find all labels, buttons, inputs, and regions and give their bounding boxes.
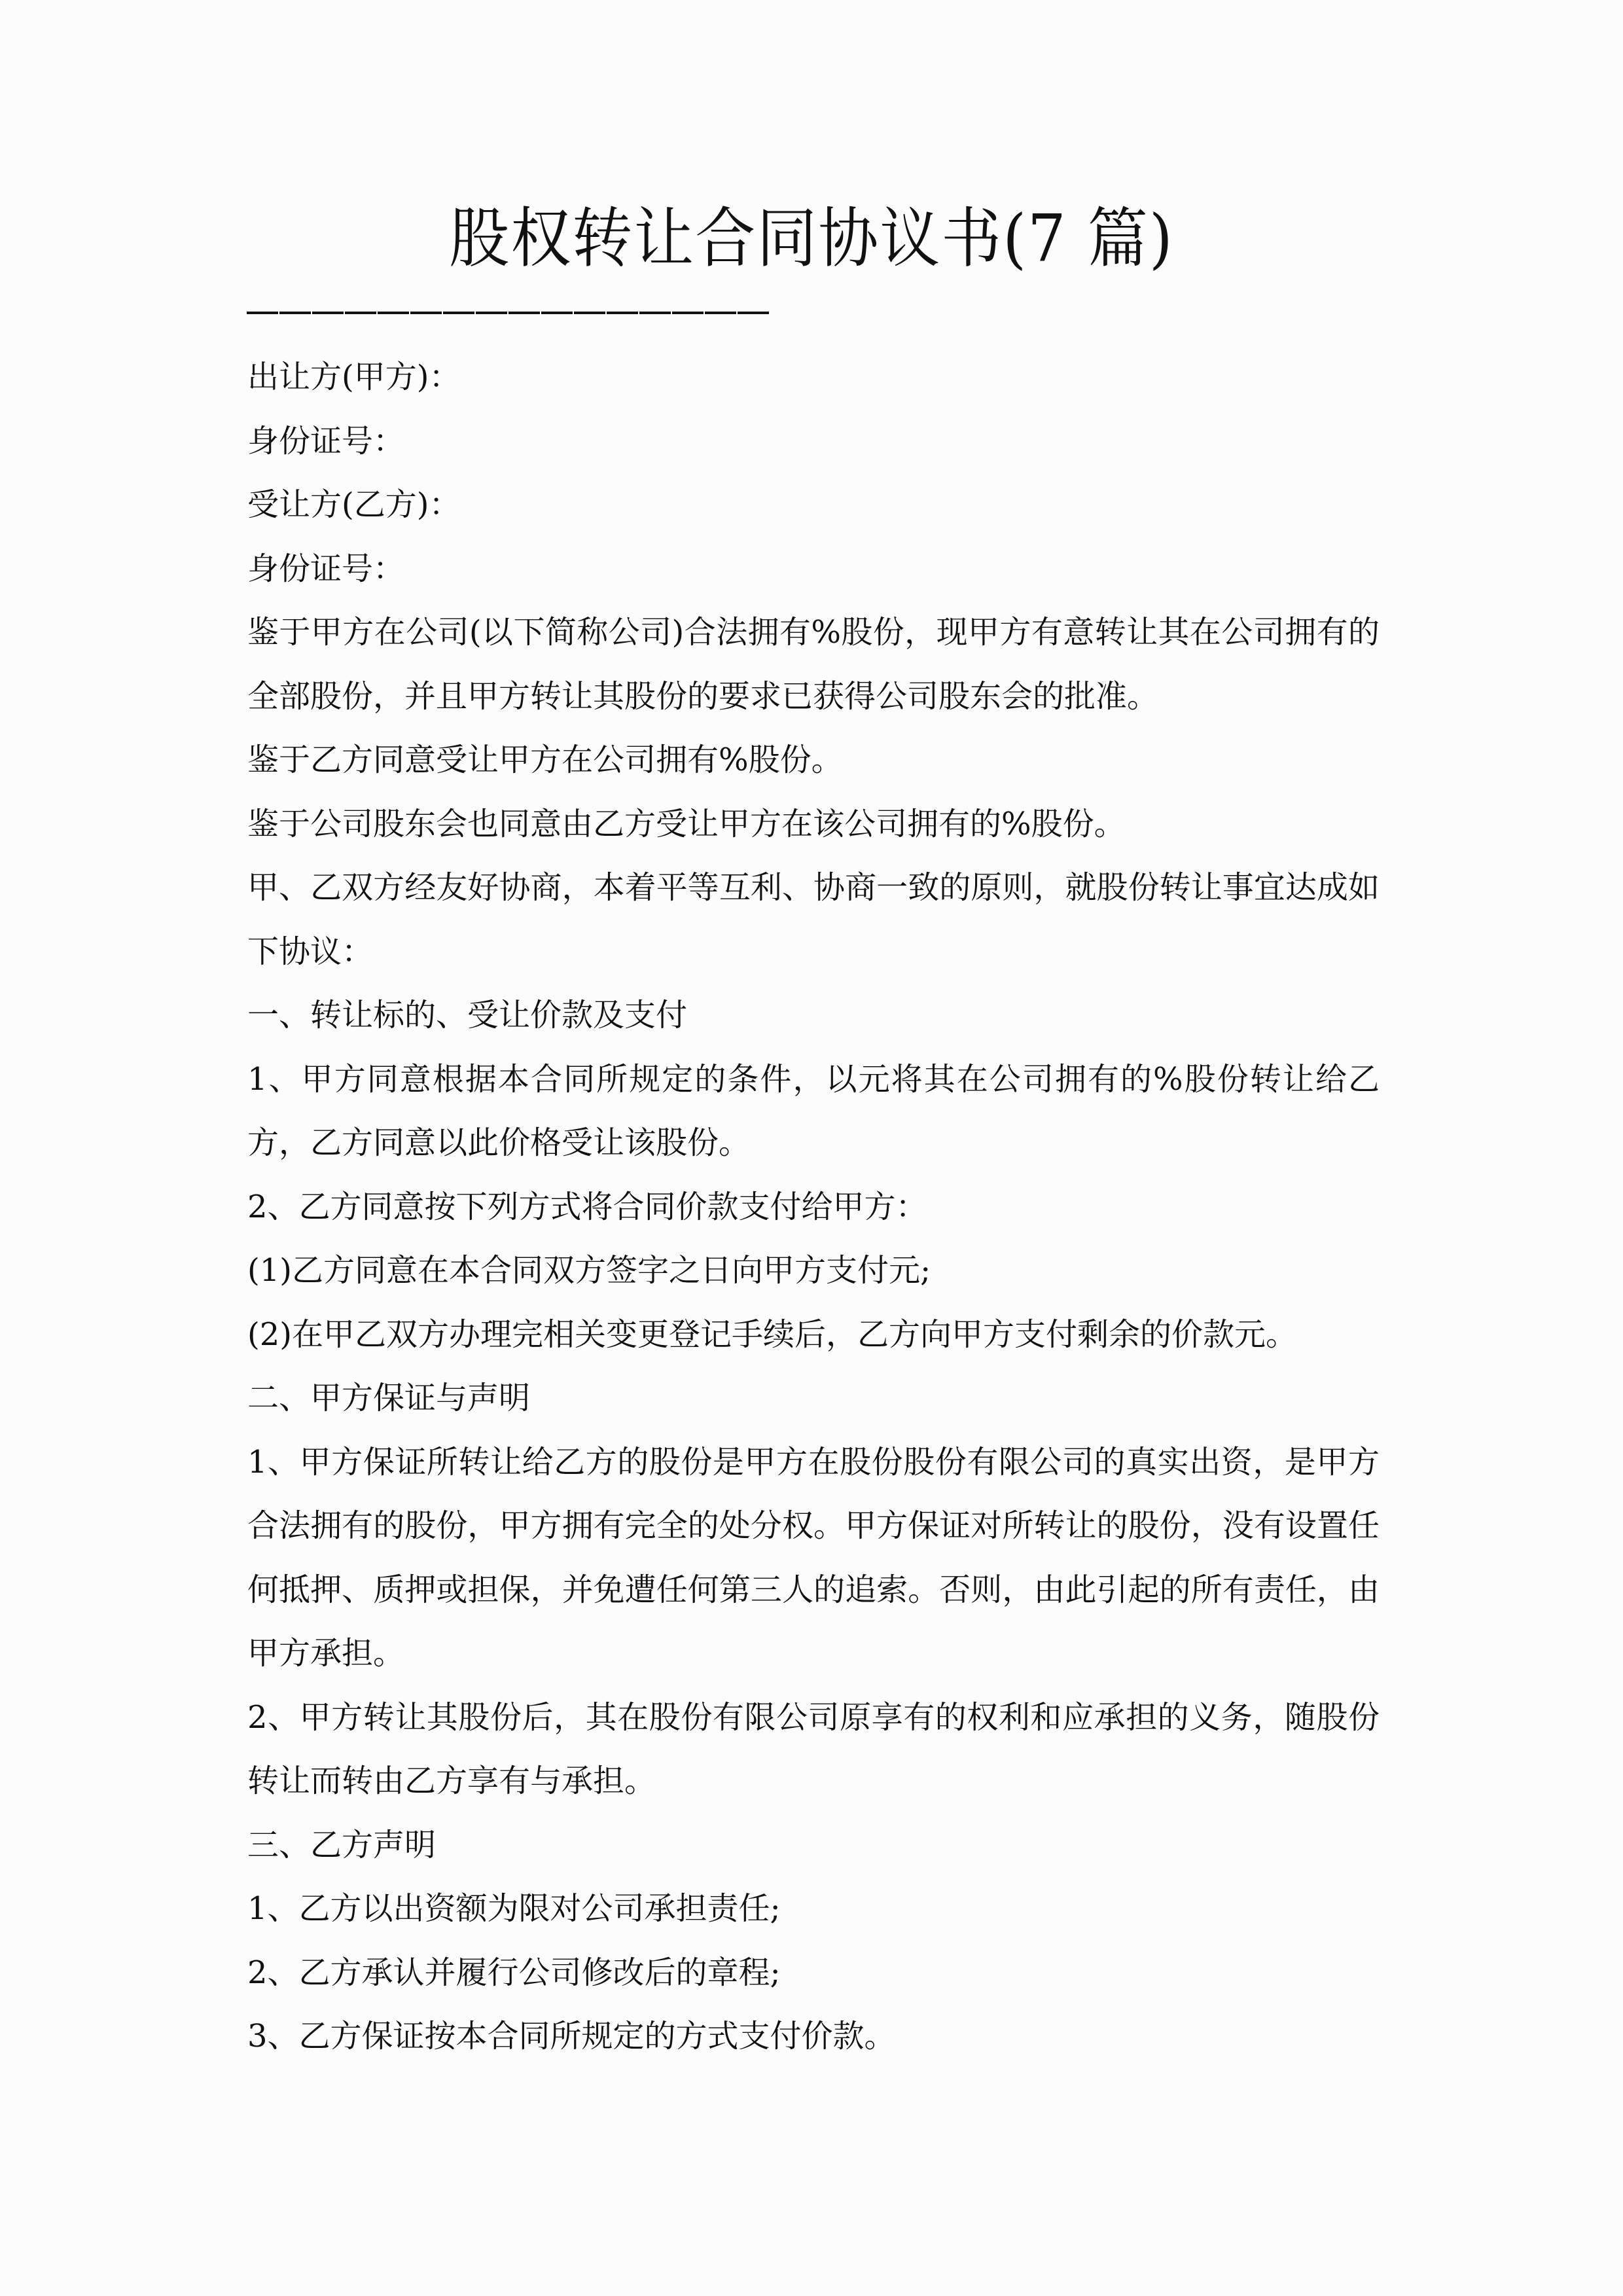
divider-dash	[639, 312, 671, 314]
party-b-id-label: 身份证号：	[247, 550, 405, 587]
divider-dash	[279, 312, 311, 314]
divider-dash	[607, 312, 638, 314]
divider-dash	[541, 312, 573, 314]
party-a-label: 出让方(甲方)：	[247, 359, 461, 395]
divider-dash	[705, 312, 736, 314]
divider-dash	[410, 312, 442, 314]
divider-dash	[508, 312, 540, 314]
party-a-id-label: 身份证号：	[247, 422, 405, 459]
clause-paragraph: (2)在甲乙双方办理完相关变更登记手续后，乙方向甲方支付剩余的价款元。	[247, 1316, 1297, 1353]
clause-paragraph: (1)乙方同意在本合同双方签字之日向甲方支付元;	[247, 1252, 931, 1289]
clause-paragraph: 1、甲方保证所转让给乙方的股份是甲方在股份股份有限公司的真实出资，是甲方合法拥有的股份，甲方拥有完全的处分权。甲方保证对所转让的股份，没有设置任何抵押、质押或担保，并免遭任何第三人的追索。否则，由此引起的所有责任，由甲方承担。	[247, 1443, 1380, 1672]
divider-dash	[672, 312, 704, 314]
document-title: 股权转让合同协议书(7 篇)	[449, 200, 1174, 277]
divider-dash	[247, 312, 278, 314]
recital-paragraph: 鉴于甲方在公司(以下简称公司)合法拥有%股份，现甲方有意转让其在公司拥有的全部股份，并且甲方转让其股份的要求已获得公司股东会的批准。	[247, 614, 1380, 715]
section-heading: 二、甲方保证与声明	[247, 1380, 531, 1416]
divider-dash	[312, 312, 344, 314]
divider-dash	[443, 312, 474, 314]
divider-dash	[574, 312, 605, 314]
clause-paragraph: 2、乙方承认并履行公司修改后的章程;	[247, 1954, 781, 1991]
clause-paragraph: 3、乙方保证按本合同所规定的方式支付价款。	[247, 2018, 896, 2054]
divider-dash	[378, 312, 409, 314]
clause-paragraph: 2、乙方同意按下列方式将合同价款支付给甲方：	[247, 1188, 927, 1225]
clause-paragraph: 1、甲方同意根据本合同所规定的条件，以元将其在公司拥有的%股份转让给乙方，乙方同意以此价格受让该股份。	[247, 1060, 1380, 1161]
divider-dash	[476, 312, 507, 314]
section-heading: 一、转让标的、受让价款及支付	[247, 997, 688, 1033]
agreement-intro: 甲、乙双方经友好协商，本着平等互利、协商一致的原则，就股份转让事宜达成如下协议：	[247, 869, 1380, 970]
recital-paragraph: 鉴于公司股东会也同意由乙方受让甲方在该公司拥有的%股份。	[247, 805, 1126, 842]
party-b-label: 受让方(乙方)：	[247, 486, 461, 523]
recital-paragraph: 鉴于乙方同意受让甲方在公司拥有%股份。	[247, 742, 843, 778]
section-heading: 三、乙方声明	[247, 1826, 437, 1863]
divider-dash	[345, 312, 376, 314]
divider-dash	[738, 312, 769, 314]
clause-paragraph: 1、乙方以出资额为限对公司承担责任;	[247, 1890, 781, 1927]
clause-paragraph: 2、甲方转让其股份后，其在股份有限公司原享有的权利和应承担的义务，随股份转让而转由乙方享有与承担。	[247, 1698, 1380, 1799]
document-body	[247, 346, 1380, 2069]
title-divider	[247, 309, 769, 315]
